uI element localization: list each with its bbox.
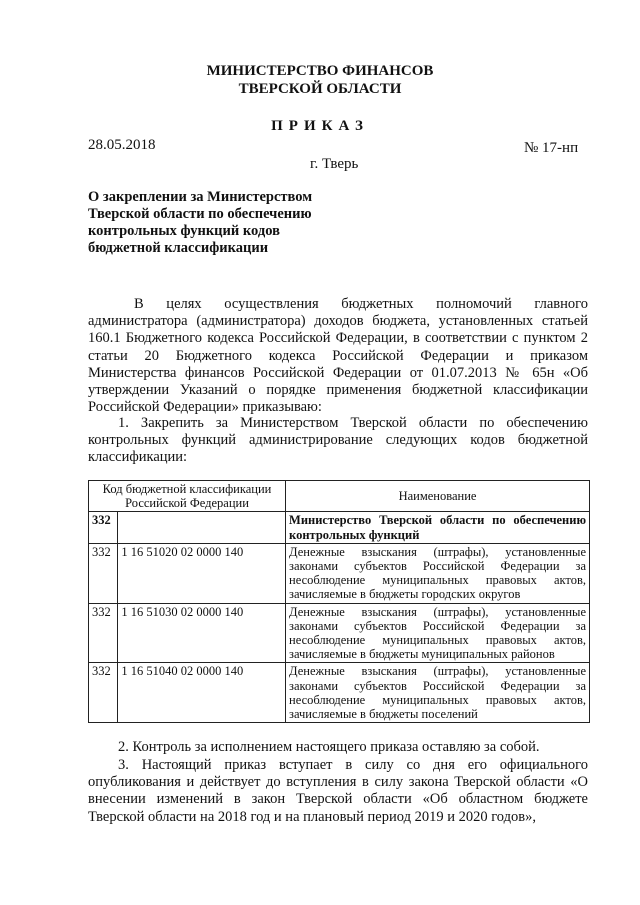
row-kbk-cell: 1 16 51020 02 0000 140 [118, 543, 286, 603]
admin-empty-cell [118, 512, 286, 543]
row-name-cell: Денежные взыскания (штрафы), установленные законами субъектов Российской Федерации за несоблюдение муниципальных правовых актов, зачисляемые в бюджеты муниципальных районов [286, 603, 590, 663]
row-admin-cell: 332 [89, 603, 118, 663]
table-row [89, 543, 590, 603]
header-name-cell: Наименование [286, 481, 590, 512]
header-code-cell: Код бюджетной классификации Российской Федерации [89, 481, 286, 512]
ministry-line-2: ТВЕРСКОЙ ОБЛАСТИ [238, 81, 402, 97]
clause-3-paragraph: 3. Настоящий приказ вступает в силу со дня его официального опубликования и действует до вступления в силу закона Тверской области «О внесении изменений в закон Тверской области «Об областном бюджете Тверской области на 2018 год и на плановый период 2019 и 2020 годов», [88, 757, 588, 825]
row-admin-cell: 332 [89, 663, 118, 723]
row-admin-cell: 332 [89, 543, 118, 603]
row-kbk-cell: 1 16 51030 02 0000 140 [118, 603, 286, 663]
row-name-cell: Денежные взыскания (штрафы), установленные законами субъектов Российской Федерации за несоблюдение муниципальных правовых актов, зачисляемые в бюджеты поселений [286, 663, 590, 723]
order-number: № 17-нп [524, 140, 579, 156]
admin-code-cell: 332 [89, 512, 118, 543]
row-kbk-cell: 1 16 51040 02 0000 140 [118, 663, 286, 723]
order-title: ПРИКАЗ [271, 118, 369, 134]
kbk-table [88, 480, 590, 723]
table-row [89, 603, 590, 663]
preamble-paragraph: В целях осуществления бюджетных полномочий главного администратора (администратора) доходов бюджета, установленных статьей 160.1 Бюджетного кодекса Российской Федерации, в соответствии с пунктом 2 статьи 20 Бюджетного кодекса Российской Федерации и приказом Министерства финансов Российской Федерации от 01.07.2013 № 65н «Об утверждении Указаний о порядке применения бюджетной классификации Российской Федерации» приказываю: [88, 296, 588, 416]
clause-1-paragraph: 1. Закрепить за Министерством Тверской области по обеспечению контрольных функций администрирование следующих кодов бюджетной классификации: [88, 415, 588, 466]
table-row-admin [89, 512, 590, 543]
ministry-header [0, 62, 640, 98]
order-date: 28.05.2018 [88, 137, 156, 153]
order-subject: О закреплении за Министерством Тверской области по обеспечению контрольных функций кодов бюджетной классификации [88, 189, 313, 256]
clause-2-paragraph: 2. Контроль за исполнением настоящего приказа оставляю за собой. [118, 739, 540, 755]
admin-name-cell: Министерство Тверской области по обеспечению контрольных функций [286, 512, 590, 543]
table-header-row [89, 481, 590, 512]
row-name-cell: Денежные взыскания (штрафы), установленные законами субъектов Российской Федерации за несоблюдение муниципальных правовых актов, зачисляемые в бюджеты городских округов [286, 543, 590, 603]
table-row [89, 663, 590, 723]
order-city: г. Тверь [310, 156, 359, 172]
ministry-line-1: МИНИСТЕРСТВО ФИНАНСОВ [206, 63, 434, 79]
